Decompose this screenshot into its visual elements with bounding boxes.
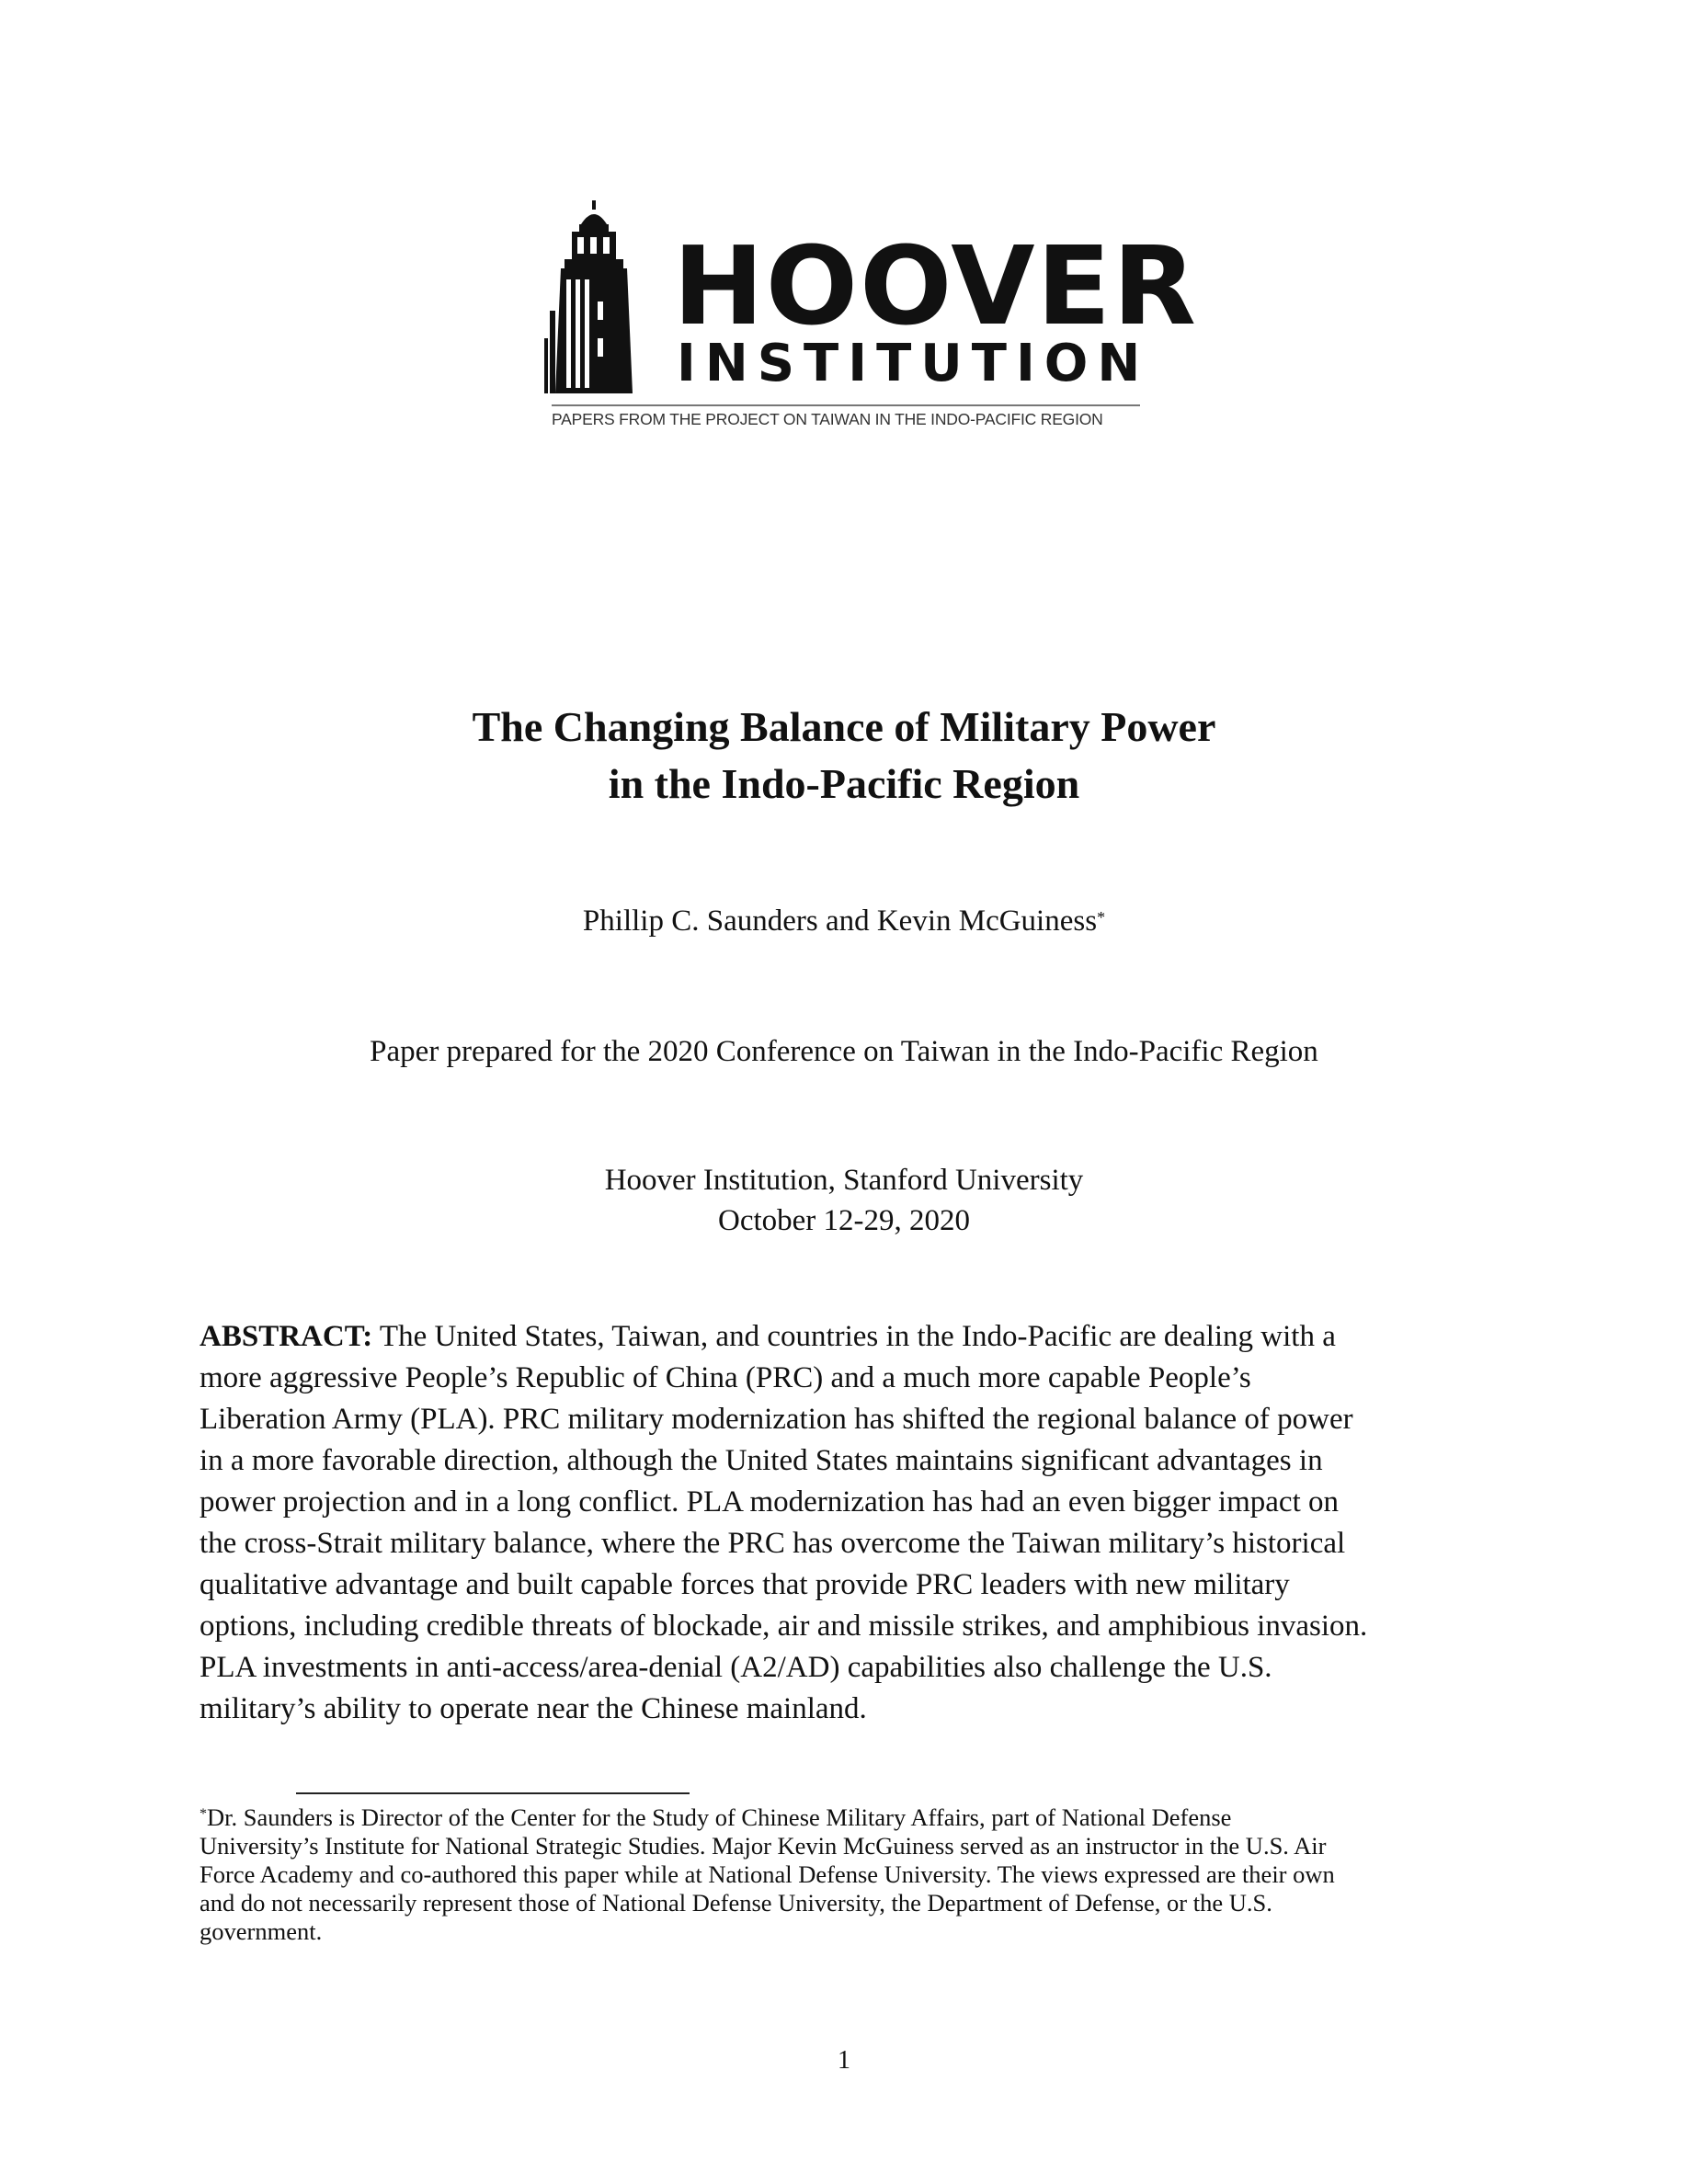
abstract-line: ABSTRACT: The United States, Taiwan, and countries in the Indo-Pacific are dealing with a	[200, 1320, 1336, 1353]
footnote-line: University’s Institute for National Strategic Studies. Major Kevin McGuiness served as an instructor in the U.S. Air	[200, 1832, 1327, 1860]
conference-note: Paper prepared for the 2020 Conference on Taiwan in the Indo-Pacific Region	[370, 1035, 1318, 1068]
logo-wordmark-institution: INSTITUTION	[677, 334, 1150, 393]
footnote	[200, 1803, 1505, 1946]
footnote-line: Force Academy and co-authored this paper while at National Defense University. The views expressed are their own	[200, 1860, 1335, 1888]
venue-block	[0, 1160, 1688, 1241]
footnote-line: government.	[200, 1917, 323, 1945]
abstract-line: more aggressive People’s Republic of China (PRC) and a much more capable People’s	[200, 1361, 1251, 1394]
hoover-tower-icon	[544, 200, 645, 393]
venue-institution: Hoover Institution, Stanford University	[604, 1164, 1084, 1197]
footnote-line: and do not necessarily represent those of National Defense University, the Department of Defense, or the U.S.	[200, 1889, 1272, 1917]
venue-dates: October 12-29, 2020	[717, 1204, 971, 1237]
paper-title-line-2: in the Indo-Pacific Region	[608, 760, 1080, 807]
abstract-line: in a more favorable direction, although the United States maintains significant advantages in	[200, 1444, 1323, 1477]
footnote-marker: *	[200, 1806, 207, 1822]
paper-title-line-1: The Changing Balance of Military Power	[472, 703, 1216, 750]
logo-wordmark-hoover: HOOVER	[673, 222, 1199, 349]
hoover-institution-logo	[544, 200, 1199, 430]
abstract-line: Liberation Army (PLA). PRC military modernization has shifted the regional balance of power	[200, 1403, 1353, 1436]
authors	[0, 901, 1688, 941]
footnote-line: *Dr. Saunders is Director of the Center for the Study of Chinese Military Affairs, part of National Defense	[200, 1803, 1232, 1831]
abstract	[200, 1316, 1496, 1730]
footnote-separator	[296, 1792, 690, 1794]
abstract-line: military’s ability to operate near the Chinese mainland.	[200, 1692, 867, 1725]
abstract-label: ABSTRACT:	[200, 1320, 373, 1353]
page-number: 1	[838, 2046, 850, 2075]
abstract-line: qualitative advantage and built capable forces that provide PRC leaders with new military	[200, 1568, 1290, 1601]
author-footnote-marker: *	[1097, 908, 1106, 927]
paper-title	[0, 699, 1688, 813]
logo-divider	[552, 404, 1140, 406]
logo-tagline: PAPERS FROM THE PROJECT ON TAIWAN IN THE INDO-PACIFIC REGION	[552, 410, 1103, 428]
abstract-line: the cross-Strait military balance, where the PRC has overcome the Taiwan military’s historical	[200, 1527, 1346, 1560]
authors-names: Phillip C. Saunders and Kevin McGuiness	[582, 904, 1098, 938]
abstract-line: power projection and in a long conflict. PLA modernization has had an even bigger impact on	[200, 1485, 1339, 1519]
abstract-line: PLA investments in anti-access/area-denial (A2/AD) capabilities also challenge the U.S.	[200, 1651, 1272, 1684]
abstract-line: options, including credible threats of blockade, air and missile strikes, and amphibious invasion.	[200, 1610, 1368, 1643]
